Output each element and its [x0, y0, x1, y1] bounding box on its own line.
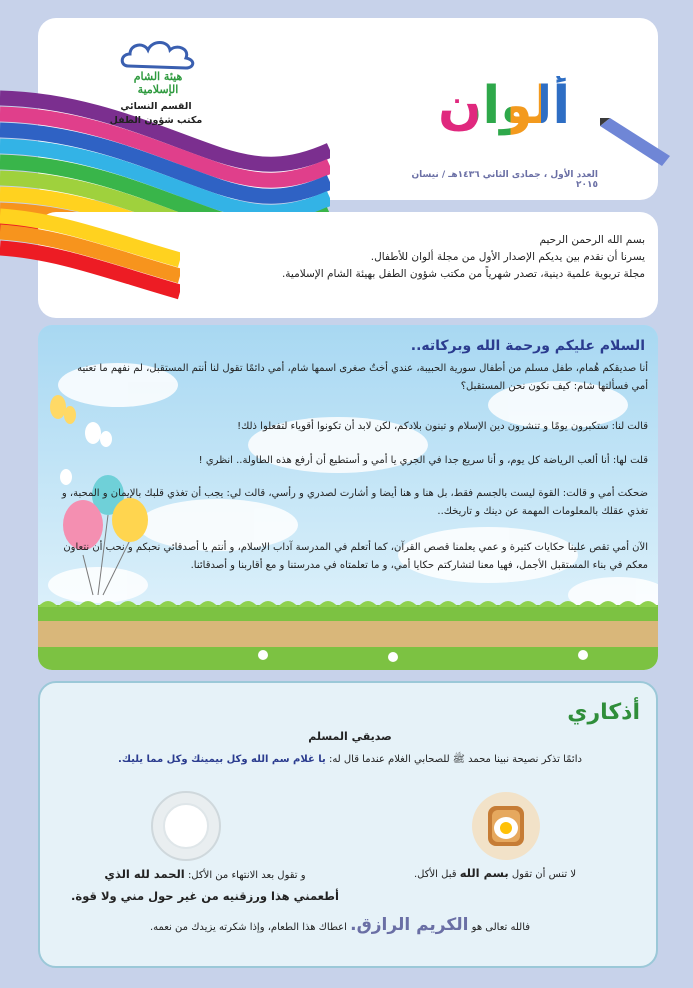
before-eating-bold: بسم الله	[459, 866, 509, 880]
intro-line-2: مجلة تربوية علمية دينية، تصدر شهرياً من مكتب شؤون الطفل بهيئة الشام الإسلامية.	[281, 268, 645, 280]
issue-line: العدد الأول ، جمادى الثاني ١٤٣٦هـ / نيسان ٢٠١٥	[411, 170, 598, 190]
after-eating-pre: و تقول بعد الانتهاء من الأكل:	[187, 870, 306, 881]
basmala: بسم الله الرحمن الرحيم	[539, 234, 645, 246]
empty-plate-icon	[150, 790, 222, 862]
closing-post: اعطاك هذا الطعام، وإذا شكرته يزيدك من نعمه.	[149, 922, 347, 933]
department-label	[96, 100, 216, 128]
magazine-title-text: ألوان	[438, 76, 571, 136]
adhkar-subtitle: صديقي المسلم	[308, 730, 392, 743]
intro-line-1: يسرنا أن نقدم بين يديكم الإصدار الأول من مجلة ألوان للأطفال.	[370, 251, 645, 263]
before-eating-text	[380, 866, 610, 880]
after-eating-bold-1: الحمد لله الذي	[104, 867, 185, 881]
cloud-logo-icon	[118, 36, 198, 72]
story-paragraph-1: أنا صديقكم هُمام، طفل مسلم من أطفال سورية الحبيبة، عندي أختٌ صغرى اسمها شام، أمي دائمًا تقول لنا أنتم المستقبل، لم نفهم ما تعنيه أمي فسألتها شام: كيف نكون نحن المستقبل؟	[77, 363, 648, 392]
story-paragraph-5: الآن أمي تقص علينا حكايات كثيرة و عمي يعلمنا قصص القرآن، كما أتعلم في المدرسة آداب الإسلام، و أنتم يا أصدقائي نحبكم و نحب أن نتعاون معكم في بناء المستقبل الأجمل، فهيا معنا لتشاركتم حكايا أمي، و ما تعلمتاه في مدرستنا و مع أقاربنا و أصدقائنا.	[63, 542, 648, 571]
department-line-2: مكتب شؤون الطفل	[109, 115, 203, 126]
story-paragraph-3: قلت لها: أنا ألعب الرياضة كل يوم، و أنا سريع جدا في الجري يا أمي و أستطيع أن أرفع هذه الطاولة.. انظري !	[198, 455, 648, 466]
closing-bold: الكريم الرازق.	[350, 915, 469, 935]
magazine-title-wrap	[438, 76, 570, 136]
closing-pre: فالله تعالى هو	[471, 922, 531, 933]
story-paragraph-2: قالت لنا: ستكبرون يومًا و تنشرون دين الإسلام و تبنون بلادكم، لكن لابد أن تكونوا أقوياء لتفعلوا ذلك!	[237, 421, 648, 432]
intro-text	[180, 232, 645, 283]
magazine-title	[438, 76, 570, 136]
hadith-quote: يا غلام سم الله وكل بيمينك وكل مما يليك.	[118, 754, 326, 765]
hadith-line	[60, 753, 640, 767]
pencil-icon	[600, 118, 670, 168]
story-title: السلام عليكم ورحمة الله وبركاته..	[410, 338, 645, 354]
story-paragraph-4: ضحكت أمي و قالت: القوة ليست بالجسم فقط، بل هنا و هنا أيضا و أشارت لصدري و رأسي، قالت لي: يجب أن تغذي قلبك بالإيمان و المحبة، و تغذي عقلك بالمعلومات المهمة عن دينك و تاريخك..	[61, 488, 648, 517]
rainbow-overlay	[0, 200, 180, 340]
department-line-1: القسم النسائي	[120, 101, 192, 112]
before-eating-pre: لا تنس أن تقول	[511, 869, 577, 880]
hadith-intro: دائمًا تذكر نصيحة نبينا محمد ﷺ للصحابي الغلام عندما قال له:	[328, 754, 582, 765]
toast-egg-icon	[470, 790, 542, 862]
after-eating-bold-2: أطعمني هذا ورزقنيه من غير حول مني ولا قوة.	[71, 889, 339, 903]
before-eating-post: قبل الأكل.	[413, 869, 457, 880]
after-eating-text	[60, 864, 350, 908]
closing-line	[60, 915, 620, 935]
logo-name: هيئة الشام الإسلامية	[133, 70, 183, 96]
adhkar-title: أذكاري	[567, 700, 640, 725]
